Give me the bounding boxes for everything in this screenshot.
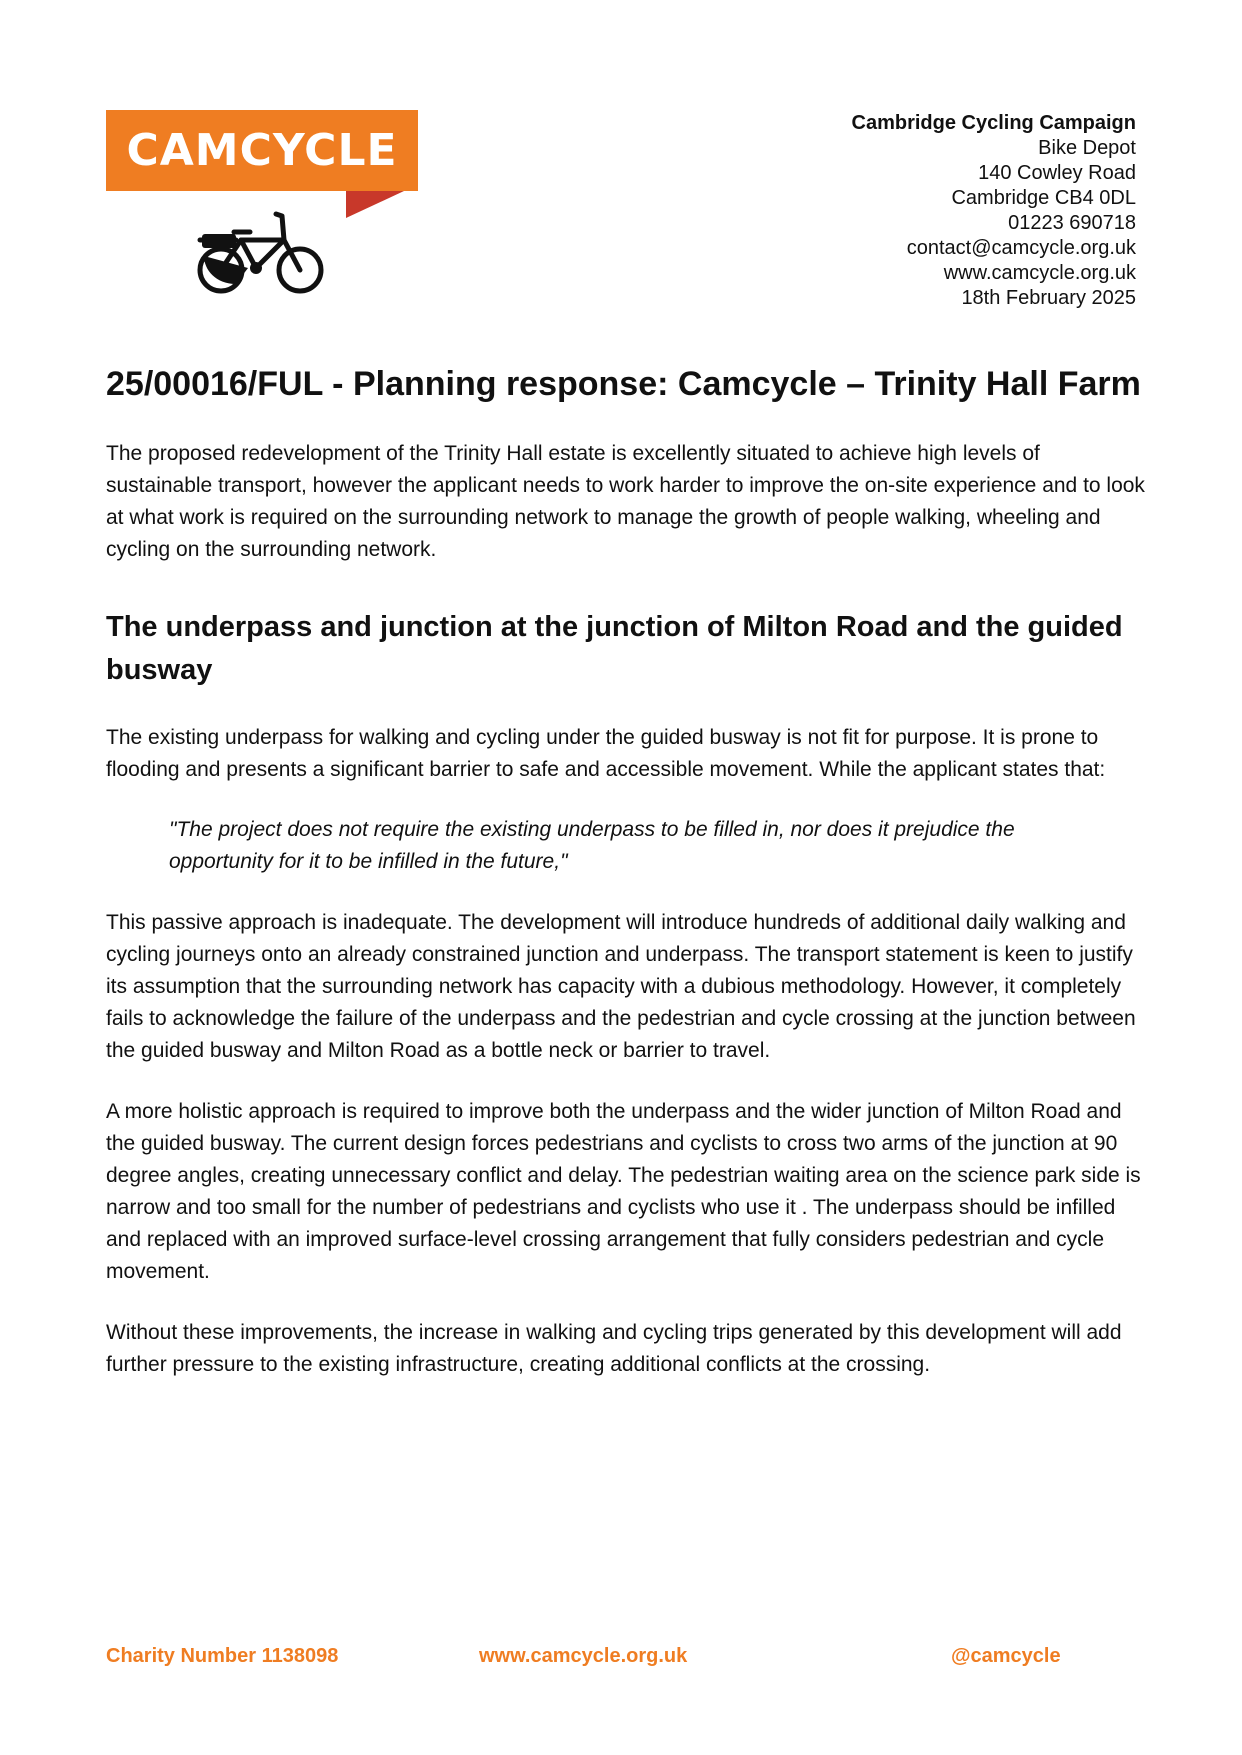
logo-tab — [346, 191, 404, 219]
body-paragraph: This passive approach is inadequate. The development will introduce hundreds of additional daily walking and cycling journeys onto an already constrained junction and underpass. The transport statement is keen to justify its assumption that the surrounding network has capacity with a dubious methodology. However, it completely fails to acknowledge the failure of the underpass and the pedestrian and cycle crossing at the junction between the guided busway and Milton Road as a bottle neck or barrier to travel. — [106, 911, 1136, 1062]
letter-date: 18th February 2025 — [961, 287, 1136, 309]
footer-website: www.camcycle.org.uk — [479, 1645, 688, 1667]
block-quote: "The project does not require the existing underpass to be filled in, nor does it prejudice the opportunity for it to be infilled in the future," — [169, 818, 1015, 873]
page-title: 25/00016/FUL - Planning response: Camcycle – Trinity Hall Farm — [106, 365, 1141, 403]
sender-address — [852, 111, 1137, 311]
footer-social-handle: @camcycle — [951, 1645, 1061, 1667]
body-paragraph: The existing underpass for walking and cycling under the guided busway is not fit for purpose. It is prone to flooding and presents a significant barrier to safe and accessible movement. While the applicant states that: — [106, 726, 1106, 781]
address-phone: 01223 690718 — [1008, 212, 1136, 234]
address-line: 140 Cowley Road — [978, 162, 1136, 184]
body-paragraph: A more holistic approach is required to improve both the underpass and the wider junction of Milton Road and the guided busway. The current design forces pedestrians and cyclists to cross two arms of the junction at 90 degree angles, creating unnecessary conflict and delay. The pedestrian waiting area on the science park side is narrow and too small for the number of pedestrians and cyclists who use it . The underpass should be infilled and replaced with an improved surface-level crossing arrangement that fully considers pedestrian and cycle movement. — [106, 1100, 1141, 1283]
logo-wordmark: CAMCYCLE — [126, 124, 398, 176]
intro-paragraph: The proposed redevelopment of the Trinity Hall estate is excellently situated to achieve high levels of sustainable transport, however the applicant needs to work harder to improve the on-site experience and to look at what work is required on the surrounding network to manage the growth of people walking, wheeling and cycling on the surrounding network. — [106, 442, 1145, 561]
body-paragraph: Without these improvements, the increase in walking and cycling trips generated by this development will add further pressure to the existing infrastructure, creating additional conflicts at the crossing. — [106, 1321, 1122, 1376]
address-line: Cambridge CB4 0DL — [951, 187, 1136, 209]
camcycle-logo — [106, 110, 418, 305]
footer-charity-number: Charity Number 1138098 — [106, 1645, 339, 1667]
address-org: Cambridge Cycling Campaign — [851, 112, 1136, 134]
address-email: contact@camcycle.org.uk — [906, 237, 1136, 259]
section-heading: The underpass and junction at the junction of Milton Road and the guided busway — [106, 611, 1123, 686]
logo-banner — [106, 110, 418, 191]
document-body — [106, 438, 1146, 1381]
bicycle-icon — [196, 210, 326, 300]
address-web: www.camcycle.org.uk — [943, 262, 1136, 284]
address-line: Bike Depot — [1038, 137, 1136, 159]
